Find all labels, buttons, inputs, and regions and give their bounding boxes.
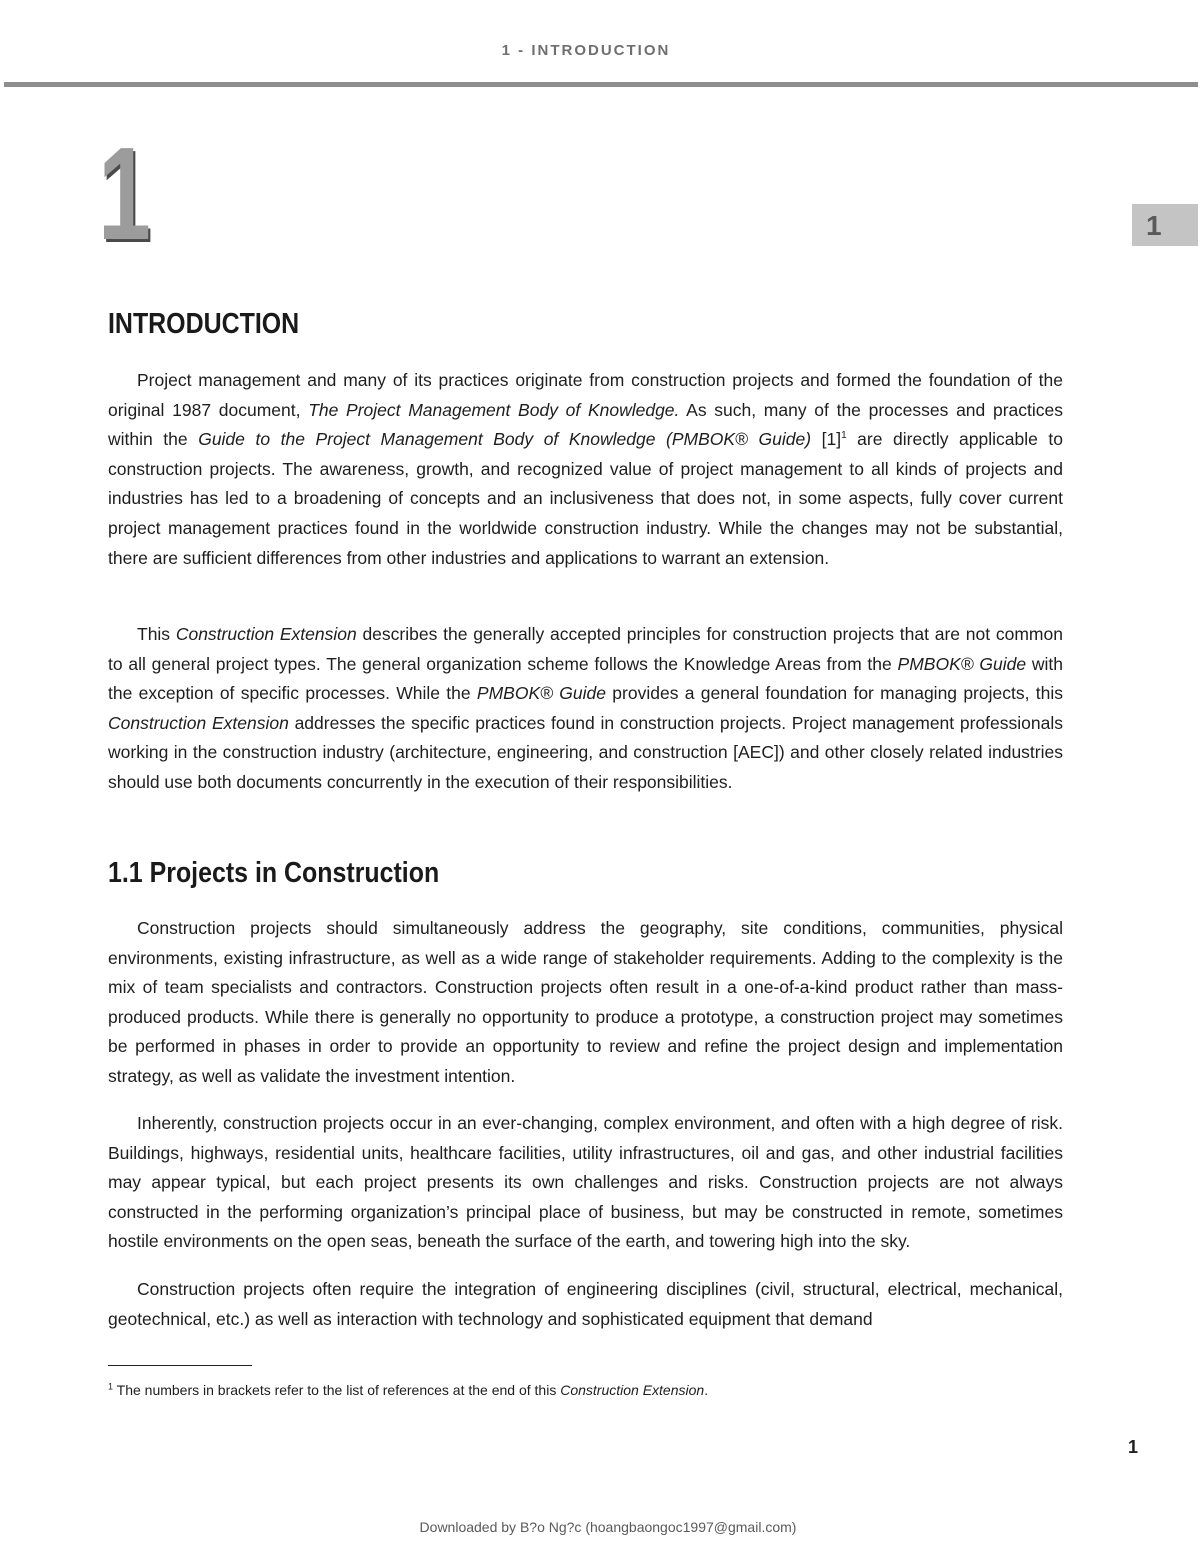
text-run: The numbers in brackets refer to the list of references at the end of this: [113, 1382, 561, 1398]
footnote-marker: 1: [841, 430, 847, 442]
footnote: [108, 1380, 1063, 1400]
page-number: 1: [1128, 1437, 1139, 1457]
text-run: with the exception of specific processes. While the: [108, 653, 1063, 704]
section-paragraph-1: Construction projects should simultaneously address the geography, site conditions, communities, physical environments, existing infrastructure, as well as a wide range of stakeholder requirements. Adding to the complexity is the mix of team specialists and contractors. Construction projects often result in a one-of-a-kind product rather than mass-produced products. While there is generally no opportunity to produce a prototype, a construction project may sometimes be performed in phases in order to provide an opportunity to review and refine the project design and implementation strategy, as well as validate the investment intention.: [108, 918, 1063, 1086]
intro-paragraph-1: [108, 366, 1063, 573]
chapter-title: INTRODUCTION: [108, 308, 300, 340]
section-paragraph-2: Inherently, construction projects occur in an ever-changing, complex environment, and often with a high degree of risk. Buildings, highways, residential units, healthcare facilities, utility infrastructures, oil and gas, and other industrial facilities may appear typical, but each project presents its own challenges and risks. Construction projects are not always constructed in the performing organization’s principal place of business, but may be constructed in remote, sometimes hostile environments on the open seas, beneath the surface of the earth, and towering high into the sky.: [108, 1113, 1063, 1252]
text-run: addresses the specific practices found in construction projects. Project management professionals working in the construction industry (architecture, engineering, and construction [AEC]) and other closely related industries should use both documents concurrently in the execution of their responsibilities.: [108, 712, 1063, 792]
text-run: are directly applicable to construction projects. The awareness, growth, and recognized value of project management to all kinds of projects and industries has led to a broadening of concepts and an inclusiveness that does not, in some aspects, fully cover current project management practices found in the worldwide construction industry. While the changes may not be substantial, there are sufficient differences from other industries and applications to warrant an extension.: [108, 429, 1064, 568]
text-run: As such, many of the processes and practices within the: [108, 399, 1064, 450]
text-run: provides a general foundation for managing projects, this: [606, 683, 1063, 704]
italic-title: PMBOK® Guide: [897, 653, 1027, 674]
text-run: This: [137, 624, 176, 644]
text-run: describes the generally accepted principles for construction projects that are not common to all general project types. The general organization scheme follows the Knowledge Areas from the: [108, 624, 1063, 674]
italic-title: Construction Extension: [560, 1382, 705, 1398]
chapter-number: 1: [98, 120, 151, 267]
italic-title: Guide to the Project Management Body of Knowledge (PMBOK® Guide): [198, 429, 812, 450]
italic-title: Construction Extension: [175, 624, 357, 644]
chapter-tab: 1: [1132, 204, 1198, 246]
italic-title: Construction Extension: [108, 712, 289, 733]
section-paragraph-3: Construction projects often require the integration of engineering disciplines (civil, structural, electrical, mechanical, geotechnical, etc.) as well as interaction with technology and sophisticated equipment that demand: [108, 1279, 1063, 1329]
italic-title: The Project Management Body of Knowledge.: [308, 399, 680, 420]
footnote-number: 1: [108, 1381, 114, 1392]
section-title: 1.1 Projects in Construction: [108, 857, 440, 889]
intro-paragraph-2: [108, 620, 1063, 798]
download-note: Downloaded by B?o Ng?c (hoangbaongoc1997@gmail.com): [419, 1519, 797, 1535]
text-run: Project management and many of its practices originate from construction projects and formed the foundation of the original 1987 document,: [108, 370, 1063, 420]
header-rule: [4, 82, 1198, 87]
footnote-rule: [108, 1365, 252, 1366]
italic-title: PMBOK® Guide: [476, 683, 607, 704]
running-head: 1 - INTRODUCTION: [501, 42, 671, 59]
text-run: .: [704, 1382, 709, 1398]
reference-marker: [1]: [811, 429, 842, 450]
